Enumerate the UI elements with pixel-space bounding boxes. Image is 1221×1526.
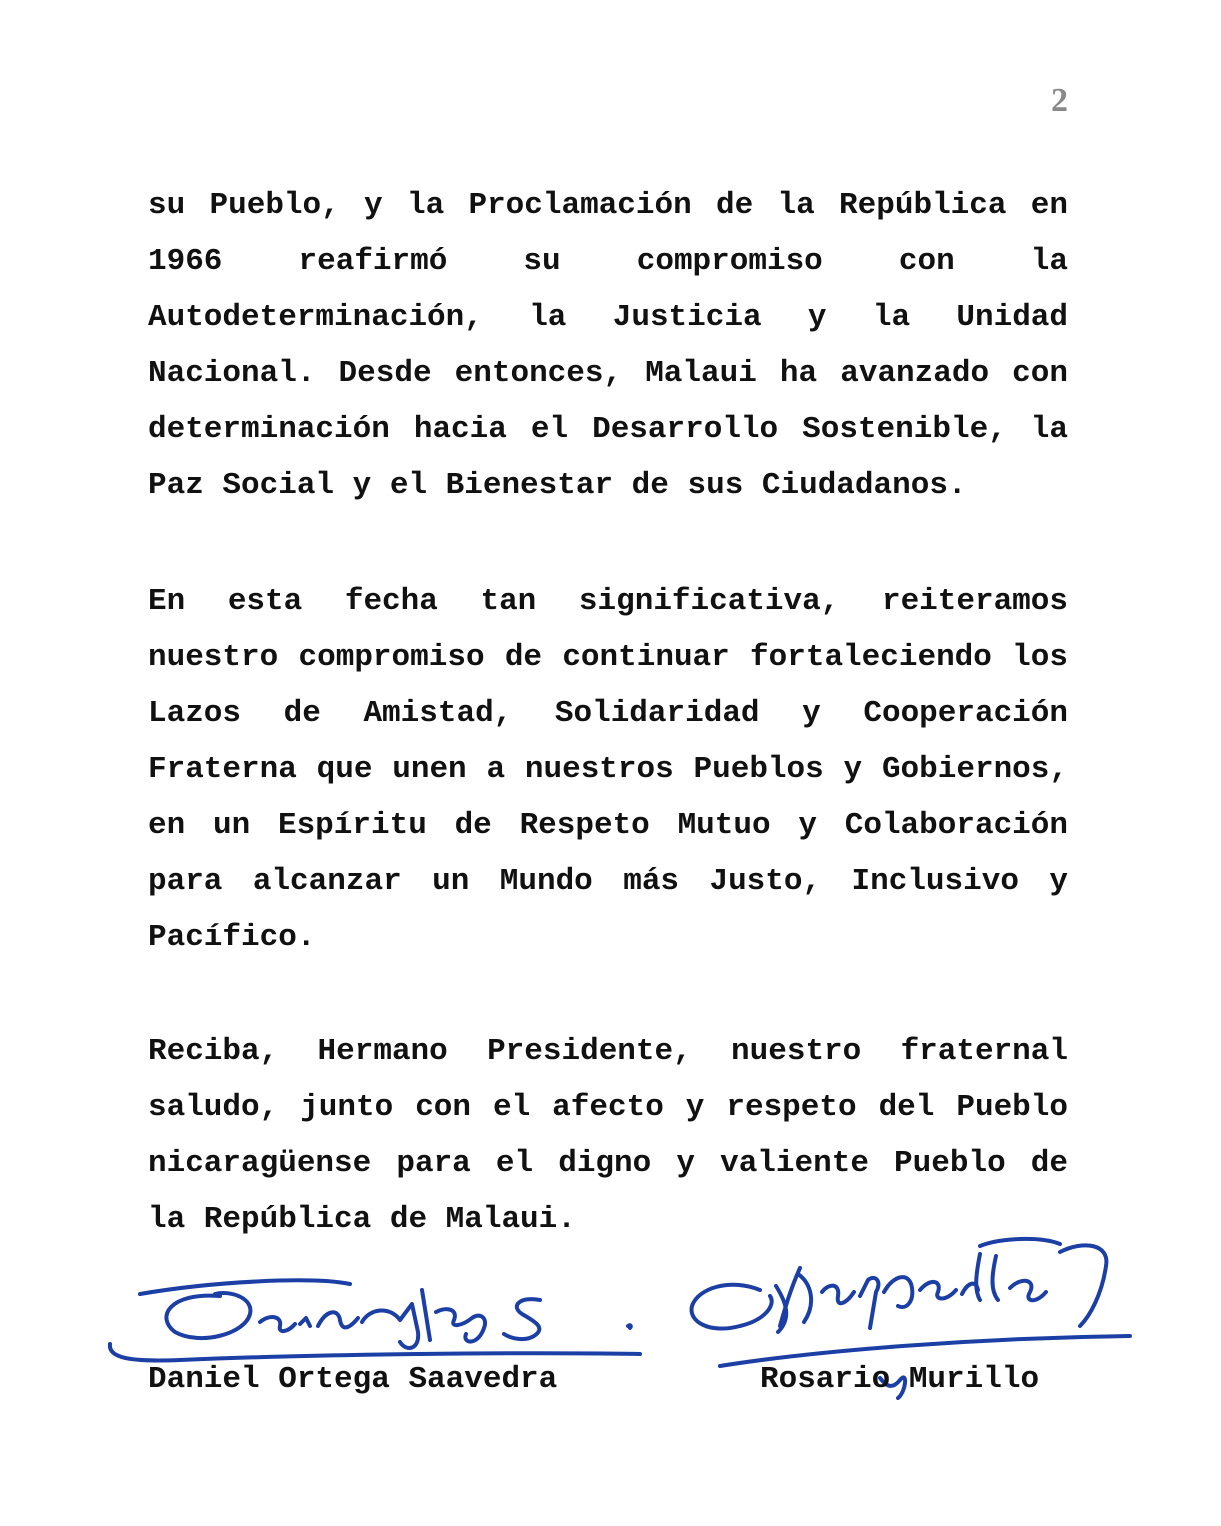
signatory-right-name: Rosario Murillo bbox=[760, 1362, 1040, 1397]
signatory-left-name: Daniel Ortega Saavedra bbox=[148, 1362, 558, 1397]
paragraph-2: En esta fecha tan significativa, reiteramos nuestro compromiso de continuar fortaleciendo los Lazos de Amistad, Solidaridad y Cooperación Fraterna que unen a nuestros Pueblos y Gobiernos, en un Espíritu de Respeto Mutuo y Colaboración para alcanzar un Mundo más Justo, Inclusivo y Pacífico. bbox=[148, 584, 1068, 955]
page-number: 2 bbox=[1051, 82, 1068, 119]
paragraph-3: Reciba, Hermano Presidente, nuestro fraternal saludo, junto con el afecto y respeto del Pueblo nicaragüense para el digno y valiente Pueblo de la República de Malaui. bbox=[148, 1034, 1068, 1237]
paragraph-1: su Pueblo, y la Proclamación de la República en 1966 reafirmó su compromiso con la Autodeterminación, la Justicia y la Unidad Nacional. Desde entonces, Malaui ha avanzado con determinación hacia el Desarrollo Sostenible, la Paz Social y el Bienestar de sus Ciudadanos. bbox=[148, 188, 1068, 503]
